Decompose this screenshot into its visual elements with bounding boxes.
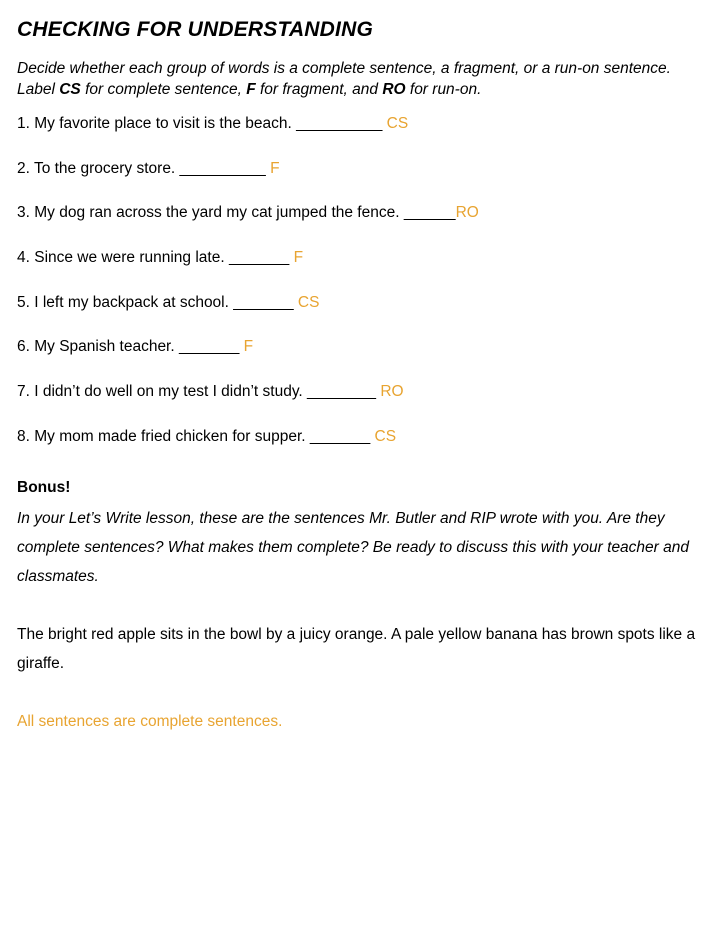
answer-label: CS: [386, 115, 409, 132]
question-item: [17, 159, 707, 204]
question-item: [17, 427, 707, 472]
question-text: 3. My dog ran across the yard my cat jumped the fence. ______: [17, 204, 456, 222]
answer-label: RO: [455, 204, 479, 222]
worksheet-page: [17, 17, 707, 736]
answer-label: F: [243, 338, 254, 356]
bonus-text: In your Let’s Write lesson, these are the sentences Mr. Butler and RIP wrote with you. Are they complete sentences? What makes them complete? Be ready to discuss this with your teacher and classmates.: [17, 509, 690, 585]
question-text: 8. My mom made fried chicken for supper. _______: [17, 427, 375, 445]
label-cs: CS: [59, 81, 81, 98]
question-item: [17, 337, 707, 382]
question-list: [17, 114, 707, 472]
sample-passage: The bright red apple sits in the bowl by a juicy orange. A pale yellow banana has brown spots like a giraffe.: [17, 625, 696, 672]
question-item: [17, 114, 707, 159]
bonus-answer: All sentences are complete sentences.: [17, 712, 283, 730]
answer-label: RO: [380, 383, 404, 401]
question-text: 1. My favorite place to visit is the beach. __________: [17, 115, 387, 132]
answer-label: CS: [374, 427, 397, 445]
question-item: [17, 382, 707, 427]
question-text: 7. I didn’t do well on my test I didn’t study. ________: [17, 383, 381, 401]
question-text: 2. To the grocery store. __________: [17, 159, 271, 177]
label-f: F: [246, 81, 256, 98]
instructions-text-4: for run-on.: [405, 81, 482, 98]
bonus-section: [17, 478, 707, 591]
page-title: CHECKING FOR UNDERSTANDING: [17, 18, 373, 41]
instructions-text-3: for fragment, and: [255, 81, 383, 98]
question-text: 6. My Spanish teacher. _______: [17, 338, 244, 356]
answer-label: CS: [297, 293, 320, 311]
answer-label: F: [270, 159, 280, 177]
instructions-text-2: for complete sentence,: [80, 81, 247, 98]
label-ro: RO: [382, 81, 406, 98]
question-item: [17, 203, 707, 248]
question-text: 5. I left my backpack at school. _______: [17, 293, 298, 311]
question-item: [17, 248, 707, 293]
answer-label: F: [293, 249, 304, 267]
bonus-title: Bonus!: [17, 478, 71, 496]
question-text: 4. Since we were running late. _______: [17, 249, 294, 267]
instructions: [17, 58, 707, 100]
question-item: [17, 293, 707, 338]
instructions-text-1: Decide whether each group of words is a complete sentence, a fragment, or a run-on sentence. Label: [17, 60, 671, 98]
